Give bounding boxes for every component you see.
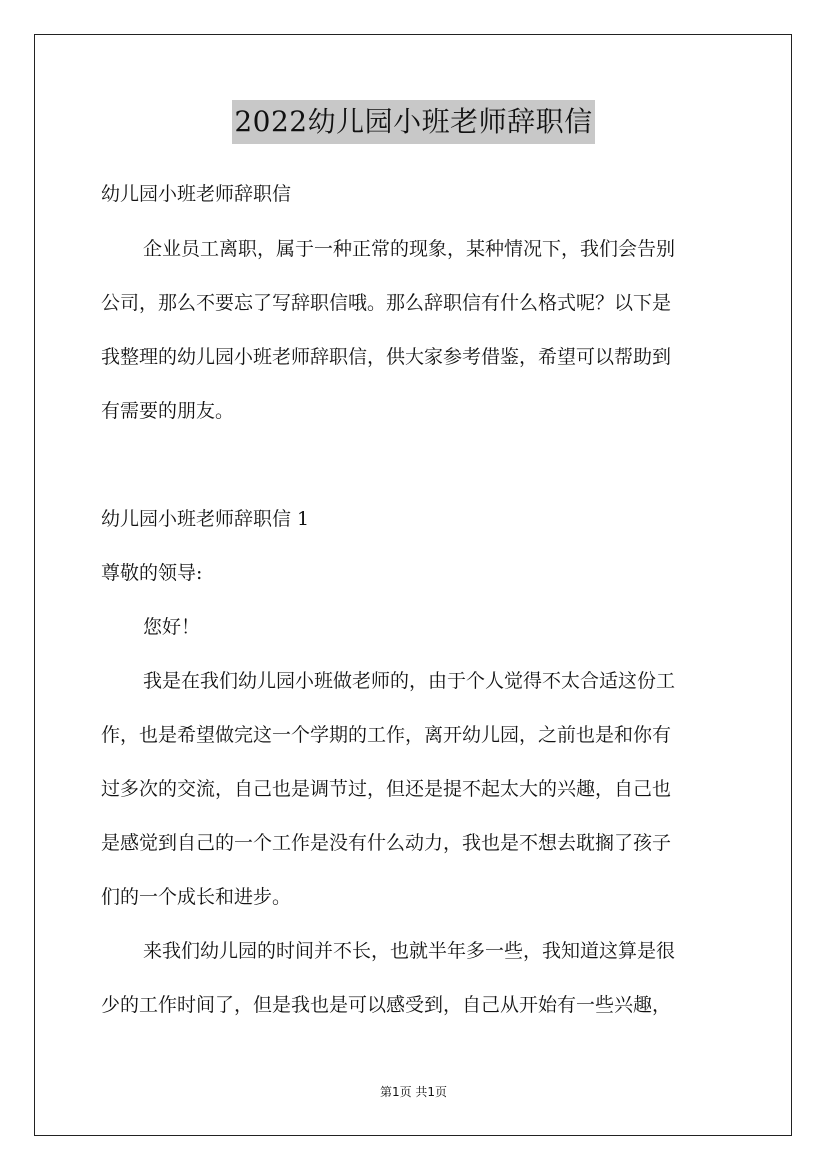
intro-line: 我整理的幼儿园小班老师辞职信，供大家参考借鉴，希望可以帮助到 <box>101 346 672 368</box>
paragraph-line: 作，也是希望做完这一个学期的工作，离开幼儿园，之前也是和你有 <box>101 724 672 746</box>
intro-line: 企业员工离职，属于一种正常的现象，某种情况下，我们会告别 <box>143 238 676 260</box>
salutation: 尊敬的领导: <box>101 562 203 584</box>
paragraph-line: 少的工作时间了，但是我也是可以感受到，自己从开始有一些兴趣， <box>101 994 672 1016</box>
intro-line: 有需要的朋友。 <box>101 400 235 422</box>
paragraph-line: 我是在我们幼儿园小班做老师的，由于个人觉得不太合适这份工 <box>143 670 676 692</box>
section-heading: 幼儿园小班老师辞职信 1 <box>101 508 310 530</box>
paragraph-line: 来我们幼儿园的时间并不长，也就半年多一些，我知道这算是很 <box>143 940 676 962</box>
paragraph-line: 们的一个成长和进步。 <box>101 886 292 908</box>
title-container <box>0 100 827 144</box>
paragraph-line: 过多次的交流，自己也是调节过，但还是提不起太大的兴趣，自己也 <box>101 778 672 800</box>
paragraph-line: 是感觉到自己的一个工作是没有什么动力，我也是不想去耽搁了孩子 <box>101 832 672 854</box>
greeting: 您好！ <box>143 616 201 638</box>
intro-line: 公司，那么不要忘了写辞职信哦。那么辞职信有什么格式呢？以下是 <box>101 292 672 314</box>
document-title: 2022幼儿园小班老师辞职信 <box>232 100 594 144</box>
page-footer: 第1页 共1页 <box>379 1085 448 1099</box>
document-subtitle: 幼儿园小班老师辞职信 <box>101 183 292 205</box>
